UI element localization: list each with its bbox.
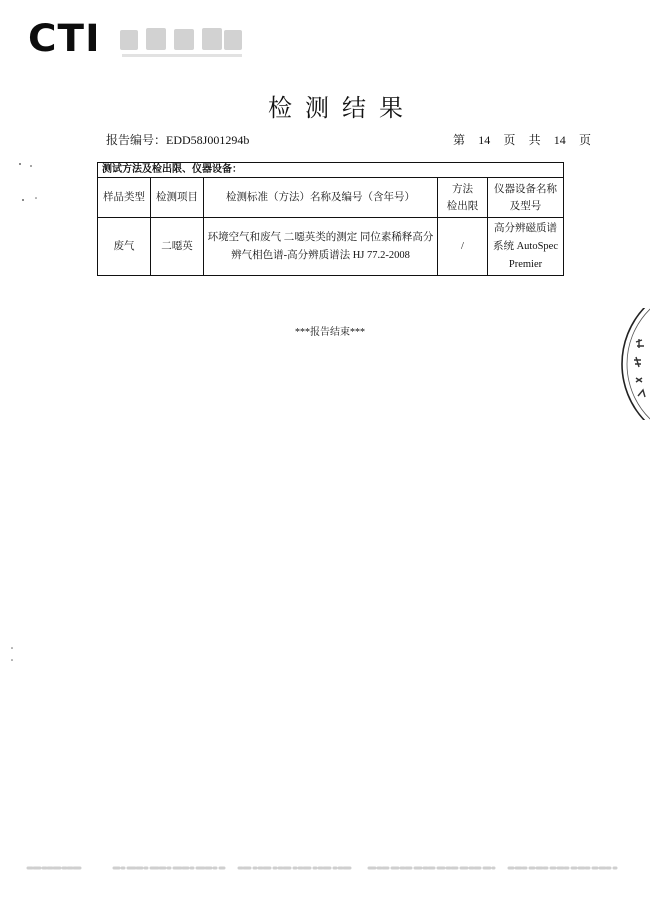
report-number-value: EDD58J001294b <box>166 133 250 147</box>
report-number-label: 报告编号： <box>106 133 167 147</box>
report-number <box>106 132 249 148</box>
page-unit: 页 <box>503 133 516 147</box>
header-instrument-line-1: 仪器设备名称 <box>494 183 557 195</box>
seal-stamp-partial <box>612 308 650 420</box>
cell-sample-type <box>98 218 151 276</box>
table-row <box>98 218 564 276</box>
page-current: 14 <box>478 133 491 147</box>
header-detection-limit-line-2: 检出限 <box>446 200 479 212</box>
header-instrument-line-2: 及型号 <box>509 200 542 212</box>
cell-sample-type-text: 废气 <box>113 240 135 252</box>
logo-cti-text: CTI <box>28 17 101 60</box>
cell-instrument-line-2: 系统 AutoSpec <box>492 240 559 252</box>
logo <box>28 18 253 62</box>
table-section-row <box>98 163 564 178</box>
header-test-item-text: 检测项目 <box>156 192 198 203</box>
header-test-item <box>151 178 204 218</box>
table-header-row <box>98 178 564 218</box>
cell-standard-line-2: 辨气相色谱-高分辨质谱法 HJ 77.2-2008 <box>231 249 410 261</box>
header-sample-type-text: 样品类型 <box>103 192 145 203</box>
cell-test-item-text: 二噁英 <box>161 240 193 252</box>
header-sample-type <box>98 178 151 218</box>
header-standard-text: 检测标准（方法）名称及编号（含年号） <box>226 192 415 203</box>
page-total-prefix: 共 <box>528 133 541 147</box>
cell-standard-line-1: 环境空气和废气 二噁英类的测定 同位素稀释高分 <box>207 231 434 243</box>
cell-instrument-line-3: Premier <box>508 258 543 270</box>
methods-table <box>97 162 564 276</box>
page-total: 14 <box>553 133 566 147</box>
header-standard <box>204 178 438 218</box>
page-number <box>453 132 591 148</box>
scan-specks <box>0 150 50 670</box>
header-instrument <box>488 178 564 218</box>
cell-instrument <box>488 218 564 276</box>
cell-detection-limit-text: / <box>461 240 464 252</box>
page-prefix: 第 <box>453 133 466 147</box>
page-total-unit: 页 <box>578 133 591 147</box>
cell-test-item <box>151 218 204 276</box>
faint-logo-mark <box>116 22 251 60</box>
header-detection-limit <box>438 178 488 218</box>
report-end-mark: ***报告结束*** <box>295 327 365 338</box>
header-detection-limit-line-1: 方法 <box>452 183 473 195</box>
cell-detection-limit <box>438 218 488 276</box>
table-section-title: 测试方法及检出限、仪器设备： <box>98 163 564 178</box>
scan-noise-footer <box>24 860 624 876</box>
cell-instrument-line-1: 高分辨磁质谱 <box>494 222 557 234</box>
cell-standard <box>204 218 438 276</box>
page-title: 检测结果 <box>268 96 416 122</box>
